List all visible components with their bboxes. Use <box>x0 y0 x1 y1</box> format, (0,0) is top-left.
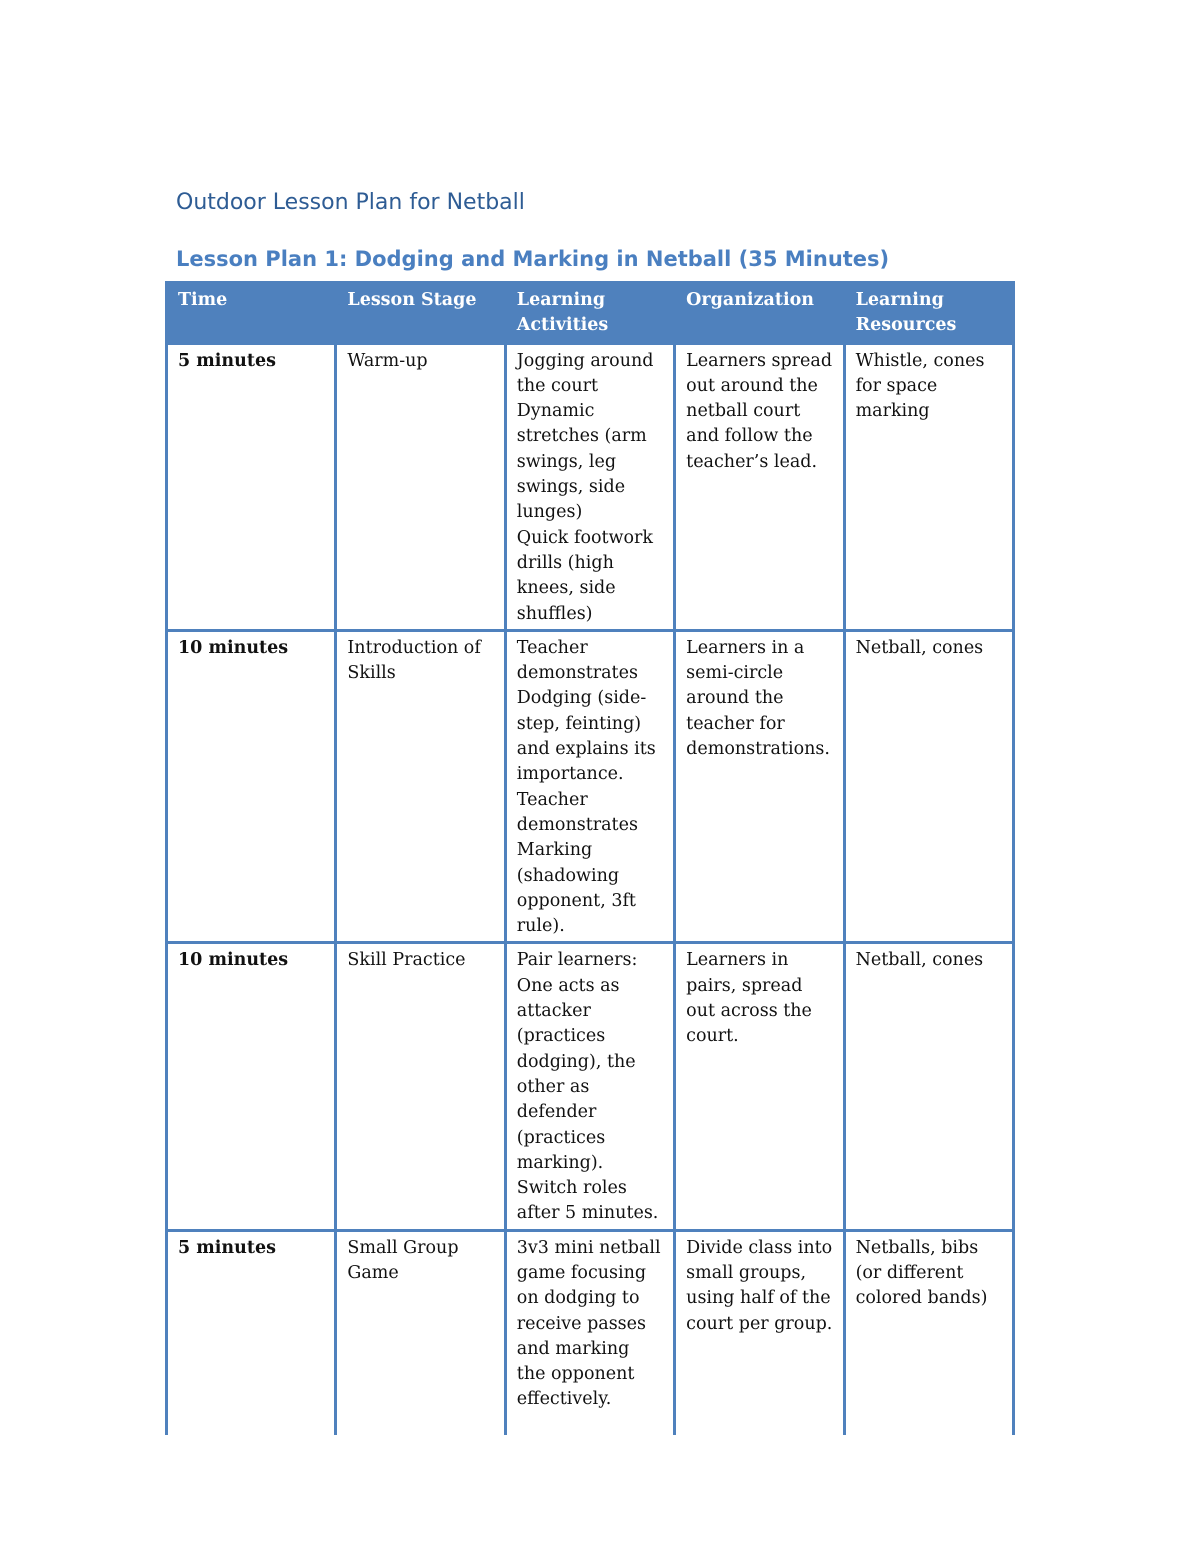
activity-line: Teacher demonstrates Marking (shadowing opponent, 3ft rule). <box>516 789 638 937</box>
table-row <box>167 1230 1014 1435</box>
stage-cell: Introduction of Skills <box>336 630 505 943</box>
organization-cell: Learners spread out around the netball court and follow the teacher’s lead. <box>675 343 844 630</box>
table-row <box>167 630 1014 943</box>
activities-cell <box>505 943 674 1230</box>
lesson-plan-table <box>165 281 1015 1435</box>
activity-line: Pair learners: One acts as attacker (practices dodging), the other as defender (practices marking). <box>516 950 638 1173</box>
activity-line: Quick footwork drills (high knees, side shuffles) <box>516 527 654 624</box>
activity-line: Jogging around the court <box>516 350 654 396</box>
table-row <box>167 343 1014 630</box>
activities-cell <box>505 343 674 630</box>
header-learning-resources: Learning Resources <box>844 283 1013 344</box>
activity-line: Dynamic stretches (arm swings, leg swings, side lunges) <box>516 401 647 523</box>
header-time: Time <box>167 283 336 344</box>
header-organization: Organization <box>675 283 844 344</box>
lesson-plan-heading: Lesson Plan 1: Dodging and Marking in Netball (35 Minutes) <box>176 247 890 271</box>
stage-cell: Skill Practice <box>336 943 505 1230</box>
header-lesson-stage: Lesson Stage <box>336 283 505 344</box>
resources-cell: Netball, cones <box>844 630 1013 943</box>
table-row <box>167 943 1014 1230</box>
activity-line: Teacher demonstrates Dodging (side-step, feinting) and explains its importance. <box>516 637 656 785</box>
organization-cell: Learners in pairs, spread out across the court. <box>675 943 844 1230</box>
resources-cell: Netball, cones <box>844 943 1013 1230</box>
time-cell: 10 minutes <box>167 943 336 1230</box>
header-learning-activities: Learning Activities <box>505 283 674 344</box>
activity-line: Switch roles after 5 minutes. <box>516 1178 659 1224</box>
time-cell: 5 minutes <box>167 1230 336 1435</box>
stage-cell: Small Group Game <box>336 1230 505 1435</box>
time-cell: 5 minutes <box>167 343 336 630</box>
activities-cell <box>505 1230 674 1435</box>
organization-cell: Divide class into small groups, using half of the court per group. <box>675 1230 844 1435</box>
stage-cell: Warm-up <box>336 343 505 630</box>
document-title: Outdoor Lesson Plan for Netball <box>176 190 525 215</box>
organization-cell: Learners in a semi-circle around the teacher for demonstrations. <box>675 630 844 943</box>
activity-line: 3v3 mini netball game focusing on dodging to receive passes and marking the opponent effectively. <box>516 1237 661 1410</box>
resources-cell: Whistle, cones for space marking <box>844 343 1013 630</box>
resources-cell: Netballs, bibs (or different colored bands) <box>844 1230 1013 1435</box>
activities-cell <box>505 630 674 943</box>
table-header-row <box>167 283 1014 344</box>
time-cell: 10 minutes <box>167 630 336 943</box>
